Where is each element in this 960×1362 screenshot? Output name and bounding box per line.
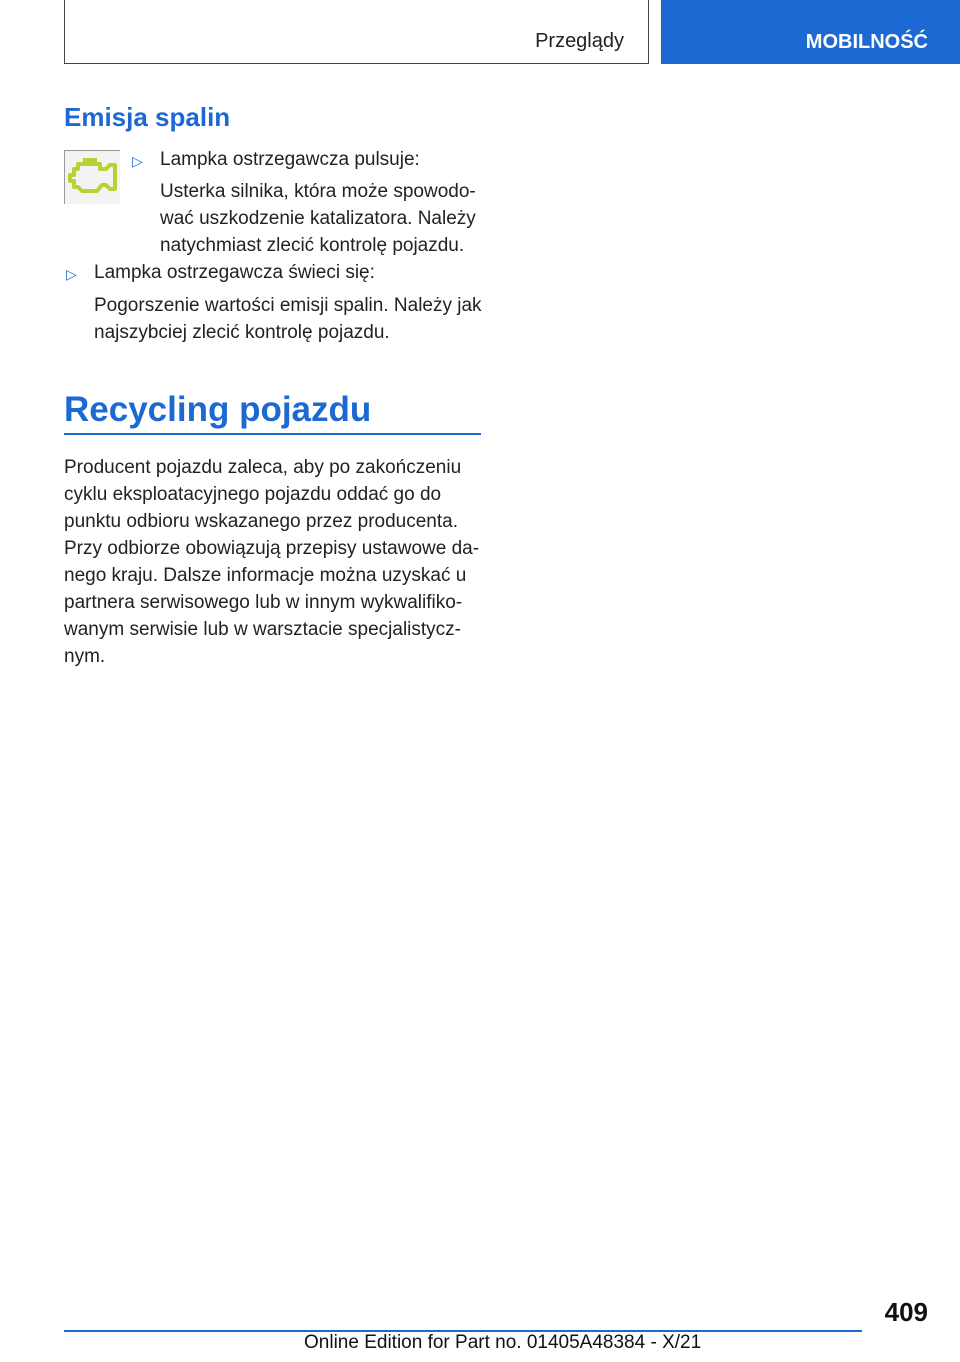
paragraph-line: nym. — [64, 646, 106, 667]
footer-edition-link[interactable]: Online Edition for Part no. 01405A48384 - X/21 — [304, 1332, 702, 1353]
header-section-title: Przeglądy — [535, 30, 624, 52]
paragraph-line: punktu odbioru wskazanego przez producenta. — [64, 511, 458, 532]
item1-line: Usterka silnika, która może spowodo- — [160, 181, 476, 202]
recycling-heading: Recycling pojazdu — [64, 390, 372, 429]
item1-line: natychmiast zlecić kontrolę pojazdu. — [160, 235, 465, 256]
header-chapter-tab[interactable] — [661, 0, 960, 64]
emission-heading: Emisja spalin — [64, 102, 231, 132]
bullet-triangle-icon: ▷ — [66, 266, 77, 282]
item1-line: wać uszkodzenie katalizatora. Należy — [160, 208, 476, 229]
paragraph-line: Producent pojazdu zaleca, aby po zakończeniu — [64, 457, 462, 478]
heading-divider — [64, 433, 481, 435]
item2-line: Pogorszenie wartości emisji spalin. Należy jak — [94, 295, 482, 316]
paragraph-line: Przy odbiorze obowiązują przepisy ustawowe da- — [64, 538, 480, 559]
page-number: 409 — [884, 1297, 928, 1327]
paragraph-line: partnera serwisowego lub w innym wykwalifiko- — [64, 592, 463, 613]
item2-label: Lampka ostrzegawcza świeci się: — [94, 262, 375, 283]
paragraph-line: nego kraju. Dalsze informacje można uzyskać u — [64, 565, 467, 586]
recycling-paragraph — [64, 454, 484, 670]
item1-label: Lampka ostrzegawcza pulsuje: — [160, 149, 420, 170]
header-chapter-label: MOBILNOŚĆ — [805, 30, 928, 53]
paragraph-line: cyklu eksploatacyjnego pojazdu oddać go do — [64, 484, 442, 505]
paragraph-line: wanym serwisie lub w warsztacie specjalistycz- — [64, 619, 461, 640]
check-engine-icon — [64, 150, 120, 204]
item2-line: najszybciej zlecić kontrolę pojazdu. — [94, 322, 390, 343]
bullet-triangle-icon: ▷ — [132, 153, 143, 169]
